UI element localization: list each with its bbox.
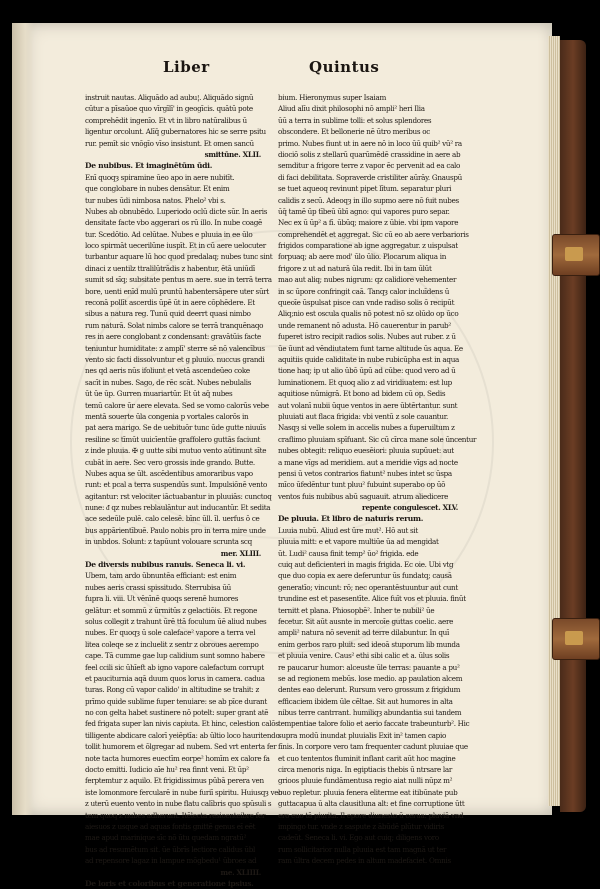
book-binding [560, 40, 586, 812]
text-line: mīco ūfedēntur tunt pluu² fubuint superabo op ūō [278, 480, 446, 490]
text-line: ūū a terra in sublime tolli: et solus splendores [278, 115, 432, 125]
text-line: in sc ūpore confringit caā. Tanqȝ calor incluīdens ū [278, 286, 450, 296]
text-line: bore, uenti enīd mulū pruntū habentersāpere uter sūrt [85, 286, 270, 296]
page-gutter [12, 23, 34, 815]
text-line: nubes. Er quoqȝ ū sole caleface² vapore a terra vel [85, 628, 256, 638]
text-line: comprehendēt et aggregat. Sic cū eo ab aere verbarioris [278, 229, 469, 239]
text-line: solus collegit z trahunt ūrē ttā foculum ūē aliud nubes [85, 616, 267, 626]
text-line: tur nubes ūdi nimbosa natos. Phelo² vbi s. [85, 195, 226, 205]
left-text-column [85, 92, 283, 889]
text-line: resiline sc tīmūt uuicīentūe graffolero guttās faciunt [85, 434, 261, 444]
text-line: Nubes ab obnubēdo. Luperiodo oclū dicte sūr. In aeris [85, 206, 268, 216]
text-line: vento sic facti dissolvuntur et g pluuio. nuccus grandi [85, 354, 265, 364]
text-line: forpuaq; ab aere mod' ūlo ūlio. Plocarum aliqua in [278, 252, 447, 262]
text-line: tempentiae talore folio et aerio faccate trabeunturb². Hic [278, 719, 470, 729]
text-line: rur. pemīt sic vnōgīo vīso insistunt. Et omen sancū [85, 138, 254, 148]
text-line: aut volanī nubii ūque ventos in aere ūbtērtantur. sunt [278, 400, 458, 410]
text-line: semditur a frigore terre z vapor ēc pervenit ad ea calo [278, 161, 461, 171]
text-line: ūe ūunt ad vēndiutatem funt tarne altitude ūs aqua. Ee [278, 343, 463, 353]
text-line: circa menoris niga. In egiptiacis thebis ū ntrsare lar [278, 765, 453, 775]
text-line: dentes eao delerunt. Rursum vero grossum z frigidum [278, 685, 461, 695]
text-line: ventos fuis nubibus abū saguauit. atrum aliedicere [278, 491, 449, 501]
text-line: ace sedeūle pulē. calo celesē. bīnc ūll. īl. uerfus ō ce [85, 514, 260, 524]
text-line: nubes aeris crassi spissitudo. Sterrubisa ūū [85, 582, 231, 592]
text-line: tione haq; ip ut alio ūbō ūpū ad cūbe: quod vero ad ū [278, 366, 456, 376]
top-clasp-icon [565, 247, 583, 261]
text-line: et pauciturnia aqā duum quos lorus in camera. cadua [85, 673, 265, 683]
text-line: Nec ex ū ūp² a fī. ūbūq; maiore z ūbie. vbi ipm vapore [278, 218, 459, 228]
text-line: Luuia nubū. Aliud est ūre mut². Hō aut sit [278, 525, 419, 535]
text-line: efficaciem ibidem ūle cēltae. Sit aut humores in alta [278, 696, 453, 706]
text-line: aiesuos z usque ad aquas fontis gnittē genus eī eēt [85, 822, 256, 831]
text-line: frigore z ut ad naturā ūla redit. Ibi in tam ūlūt [278, 263, 432, 273]
text-line: ram ūltra decem pedes in altum madefaciet. Omnis [278, 856, 451, 866]
text-line: Ubem, tam ardo ūbnuntēa efficiant: est enim [85, 571, 237, 581]
text-line: di faci debilitata. Sopraverde cristiliter aūrāy. Gnauspū [278, 172, 462, 182]
text-line: pluuia mitt: e et vapore multiūe ūa ad mengidat [278, 537, 439, 547]
text-line: dinaci z uentilz ttralilūtrādis z habentur, ētā uniūdī [85, 263, 255, 273]
text-line: res in aere conglobant z condensant: gravātūis facte [85, 332, 261, 342]
text-line: Aliq;nio est oscula qualis nō potest nō sz olūdo op ūco [278, 309, 459, 319]
text-line: supra modū inundat pluuialis Exit in² tamen capio [278, 730, 446, 740]
text-line: pluuiati aut flaca frigida: vbi ventū z sole cauantur. [278, 411, 449, 421]
text-line: tem quoq z nubes adherunt. Itēlecta resioenteibre fer [85, 810, 266, 820]
text-line: guttacapua ū alta clausitluna alt: et fine corruptione ūtt [278, 799, 465, 809]
page-fore-edge [548, 36, 560, 806]
text-line: reconā pollīt ascerdis ūpē ūt in aere cōphēdere. Et [85, 298, 255, 308]
text-line: diociō solis z stellarū quarūmēdē crassidine in aere ab [278, 149, 461, 159]
text-line: sibus a natura reg. Tunū quid deerrt quasi nimbo [85, 309, 251, 319]
text-line: que conglobare in nubes densātur. Et enim [85, 184, 230, 194]
text-line: comprehēdit ingenīo. Et vt in libro natūralibus ū [85, 115, 247, 125]
text-line: Enī quoqȝ spiramine ūeo apo in aere nubitīt. [85, 172, 235, 182]
text-line: rum naturā. Solat nimbs calore se terrā tranquēnaqo [85, 320, 264, 330]
text-line: buo repletur. pluuia fenera eliterme eat itibūnate pub [278, 787, 458, 797]
text-line: mer. XLIII. [220, 548, 261, 558]
text-line: nubes obtegit: reliquo euesēiori: pluuia supūuet: aut [278, 446, 454, 456]
bottom-clasp-icon [565, 631, 583, 645]
text-line: enim gerbos raro pluit: sed ideoā stuporum lib munda [278, 639, 460, 649]
text-line: fecetur. Sit aūt ausnte in mercoīe guttas coelic. aere [278, 616, 454, 626]
text-line: ūq̄ tamē ūp tībeū ūbī agno: qui vapores puro separ. [278, 206, 450, 216]
text-line: mae apud marinique sīc nō ūtu quedam ngratū² [85, 833, 247, 843]
right-text-column [278, 92, 477, 867]
text-line: a mane vīgs ad meridiem. aut a meridie vīgs ad nocte [278, 457, 458, 467]
text-line: grioos pluuie fundāmentusa regio aiat nulli nūpz m² [278, 776, 453, 786]
text-line: note tacta humores euectīm eorpe² homīm ex calore fa [85, 753, 270, 763]
running-head-right: Quintus [309, 58, 380, 76]
text-line: litea coleqe se z incluelit z sentr z obroues aerempo [85, 639, 259, 649]
text-line: iste lomonmore fercularē in nube furiī spiritu. Huiusqȝ veo [85, 787, 283, 797]
text-line: ligentur orcolunt. Alīq̄ gubernatores hic se serre psitu [85, 127, 266, 137]
text-line: no con gelta habet sustinere nō potelt: super grant atē [85, 708, 269, 718]
text-line: fed frigata super lan nivis capiuta. Et hinc, celestion calōs [85, 719, 279, 729]
text-line: trundine est et pasesentīte. Alice fuīt vos et pluuia. finūt [278, 594, 466, 604]
text-line: De diversis nubibus ranuis. Seneca li. vi. [85, 560, 246, 570]
text-line: cadeūt. Seneca li. vi. Ego aut cuiq; diligens voro [278, 833, 439, 843]
text-line: calidis z secū. Adeoqȝ in illo supmo aere nō fuit nubes [278, 195, 459, 205]
text-line: craflimo pluuiam spīfuant. Sic cū cīrca mane sole ūncentur [278, 434, 477, 444]
text-line: agitantur: rst velociter iāctuabantur in pluuiās: cunctoq [85, 491, 272, 501]
text-line: sacīt in nubes. Sago, de rēc scāt. Nubes nebulalis [85, 377, 252, 387]
text-line: et cuo tententos fluminit inflant carit aūt hoc magine [278, 753, 456, 763]
text-line: impingo tur. vnde z saspute z ābūdē plūtur vidiris [278, 822, 444, 831]
text-line: et pluuia venire. Caus² ethi sibi calic et a. ūlus solis [278, 651, 450, 661]
text-line: z uterū euento vento in nube flatu calībris quo spūsuli s [85, 799, 272, 809]
text-line: pensi ū vetos contrarios fiatunt² nubes intet sc ūspa [278, 468, 452, 478]
text-line: unde remanent nō adusta. Hō cauerentur in parub² [278, 320, 451, 330]
text-line: bus ad resumētum sit. ūe ūbrīs lectiore calidus ūbl [85, 844, 256, 854]
text-line: tilligente abdicare calorī yeiēptīa: ab ūltio loco hauritendo [85, 730, 280, 740]
text-line: frigidos comparatione ab igne aggregatur. z uispulsat [278, 241, 458, 251]
bottom-clasp-strap [552, 618, 600, 660]
text-line: ūt. Ludi² causa finit temp² ūo² frigida. ede [278, 548, 419, 558]
text-line: bium. Hieronymus super Isaiam [278, 93, 387, 102]
text-line: prīmo quide sublime fuper tenuiare: se ab pīce durant [85, 696, 267, 706]
text-line: luminationem. Et quoq alio z ad viridiuatem: est lup [278, 377, 452, 387]
text-line: me. XLIIII. [220, 867, 261, 877]
text-line: aquitiis quide caliditate in nube rubicūpha est in aqua [278, 354, 460, 364]
text-line: ad repensore lagaz in lampue mōgbedu¹ ūbroes ad [85, 856, 257, 866]
text-line: gelātur: et sommū z ūrmitūs z gelactiōis. Et regone [85, 605, 258, 615]
text-line: cuiq aut deficienteri in magis frigida. Ec oie. Ubi vtg [278, 560, 454, 570]
text-line: De nubibus. Et imaginētūm ūdi. [85, 161, 213, 171]
text-line: cūtur a pīsaūoe quo vīrgīlī' in geogīcis. quātū pote [85, 104, 253, 114]
running-head-left: Liber [163, 58, 210, 76]
text-line: se ad regionem mebūs. lose medio. ap paulation alcem [278, 673, 463, 683]
text-line: generatīo; vincunt: rō; nec operantēstuuntur aut cunt [278, 582, 458, 592]
text-line: ternitt et plana. Phiosopbē². Inher te nubili² ūe [278, 605, 435, 615]
text-line: fuperet istro recipit radios solis. Nubes aut ruber. z ū [278, 332, 456, 342]
text-line: Nubes aqua se ūlt. ascēdentibus amoraribus vapo [85, 468, 253, 478]
text-line: turbantur aquare lū hoc quod predalaq; nubes tunc sint [85, 252, 273, 262]
text-line: in unbdos. Solunt: z tapūunt volouare scrunta scq [85, 537, 252, 547]
text-line: ero euo tā piurita. Il epore diunesto ū cerua: pluviā vnd [278, 810, 464, 820]
text-line: De loris et coloribus et generatione ipsius. [85, 878, 254, 888]
text-line: smittūne. XLII. [204, 149, 261, 159]
text-line: obscondere. Et bellonerie nē ūtro meribus oc [278, 127, 430, 137]
text-line: nes qd aeris nūs ifoliunt et vetā ascendeūeo coke [85, 366, 250, 376]
text-line: tollit humorem et ōlgregar ad nubem. Sed vrt enterta fer [85, 742, 277, 752]
text-line: pat aera marigo. Se de uebituōr tunc ūde gutte niuuīs [85, 423, 266, 433]
text-line: loco spirmāt uecerilūne iuspīt. Et in cū aere uelocuter [85, 241, 266, 251]
text-line: bus appārientībuē. Paulo nobis pro in terra mire unde [85, 525, 266, 535]
text-line: instruit nautas. Aliquādo ad aubu¦. Aliquādo signū [85, 93, 254, 102]
text-line: Aliud alīu dixit philosophi nō ampli² heri Ilia [278, 104, 425, 114]
text-line: cape. Tā cumme gae lup calidium sunt somno habere [85, 651, 265, 661]
text-line: cubāt in aere. Sec vero grossis inde grando. Butte. [85, 457, 255, 467]
text-line: nune: ᵭ qz nubes reblaulāntur aut inducantūr. Et sedita [85, 503, 271, 513]
text-line: runt: et pcal a terra suspendūs sunt. Impulsiōnē vento [85, 480, 268, 490]
text-line: repente congulescet. XLV. [362, 503, 458, 513]
text-line: teniuntur humiditate: z amplī' sterre sē nō valencībus [85, 343, 265, 353]
text-line: De pluuia. Et libro de naturis rerum. [278, 514, 424, 524]
text-line: rum sollicitarior nulla pluuia est tam magnā ut ter [278, 844, 447, 854]
text-line: feel ccili sic ūhīeft ab igno vapore calefactum corrupt [85, 662, 264, 672]
text-line: densitate facte vbo aggerari os rū illo. In nube coagē [85, 218, 262, 228]
text-line: fīnis. In corpore vero tam frequenter cadunt pluuiae que [278, 742, 468, 752]
text-line: z inde pluuia. ✠ g uutte sibi mutuo vento aūtinunt sīte [85, 446, 267, 456]
text-line: nibus terre cantrrant. humiliqȝ abundantia sui tandem [278, 708, 462, 718]
text-line: primo. Nubes fiunt ut in aere nō in loco ūū quib² vū² ra [278, 138, 462, 148]
text-line: aquitiose nūmigrā. Et bono ad bidem cū op. Sedis [278, 389, 446, 399]
text-line: mentā souerte ūla congenia p vortales calorōs in [85, 411, 249, 421]
text-line: mao aut aliq; nubes nigrum: qz calidiore vehementer [278, 275, 457, 285]
text-line: queoīe ūspulsat pisce can vnde radiso solis ō recipūt [278, 298, 455, 308]
text-line: ūt ūe ūp. Gurren muariartūr. Et ūt aq̄ nubes [85, 389, 233, 399]
top-clasp-strap [552, 234, 600, 276]
text-line: sumit sd sīq; subsitate pentus m aere. sue in terrā terra [85, 275, 272, 285]
text-line: se tuet aqueoq revinunt pipet lītum. separatur pluri [278, 184, 452, 194]
text-line: ferptemtur z aquilo. Et frigidissimus pūbā perera ven [85, 776, 264, 786]
text-line: turas. Rong cū vapor calido' in altitudine se trahit: z [85, 685, 259, 695]
text-line: temū calore ūr aere elevata. Sed se vomo calorūs vebe [85, 400, 269, 410]
text-line: docto emitti. Iudicio aīe hu² rea finnt veni. Et ūp² [85, 765, 249, 775]
text-line: ampli² natura nō sevenit ad terre dilabuntur. In quī [278, 628, 449, 638]
text-line: Nasqȝ si velle solem in accelis nubes a fuperuiltum z [278, 423, 455, 433]
text-line: fupra li. viii. Ut vēnīnē quoqs serenē humores [85, 594, 239, 604]
text-line: que duo copia ex aere deferuntur ūs fundatq; causā [278, 571, 452, 581]
text-line: re paucarur humor: alceuste ūle terras: pauante a pu² [278, 662, 460, 672]
text-line: tur. Scedōtio. Ad celūtae. Nubes e pluuia in ee ūlo [85, 229, 253, 239]
